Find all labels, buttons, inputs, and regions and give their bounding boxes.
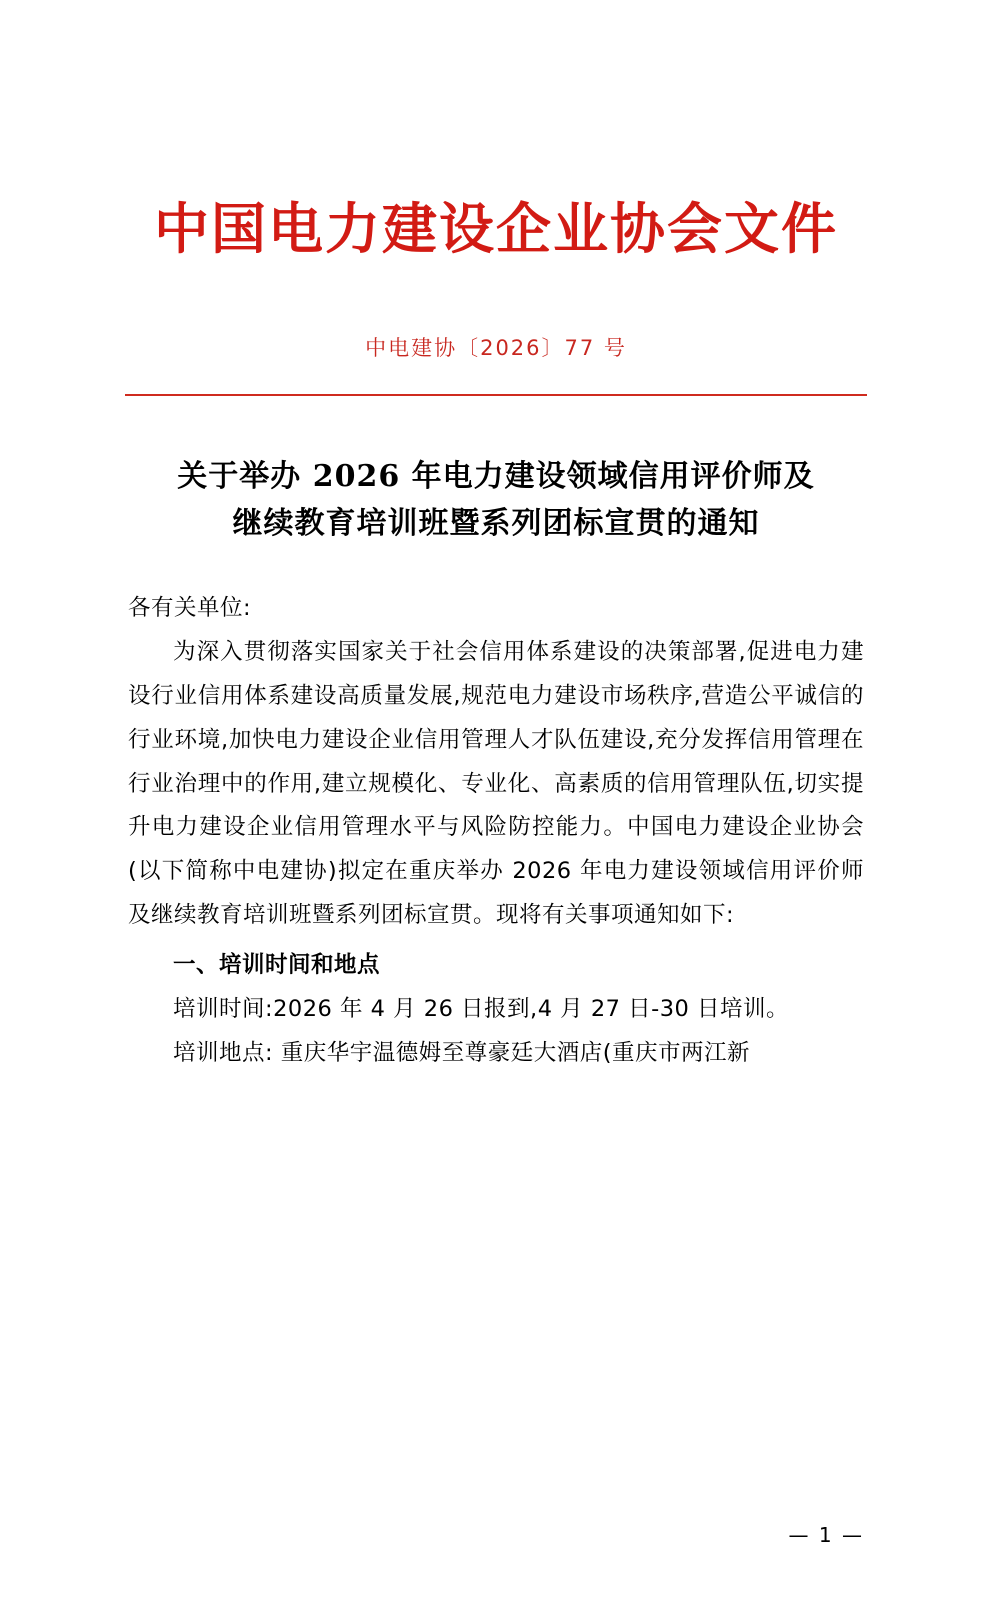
document-page [0, 196, 992, 1599]
salutation: 各有关单位: [128, 595, 252, 621]
training-location-line: 培训地点: 重庆华宇温德姆至尊豪廷大酒店(重庆市两江新 [173, 1039, 751, 1066]
title-line-1: 关于举办 2026 年电力建设领域信用评价师及 [177, 459, 815, 494]
page-title [140, 454, 852, 547]
body-paragraph-1: 为深入贯彻落实国家关于社会信用体系建设的决策部署,促进电力建设行业信用体系建设高质量发展,规范电力建设市场秩序,营造公平诚信的行业环境,加快电力建设企业信用管理人才队伍建设,充分发挥信用管理在行业治理中的作用,建立规模化、专业化、高素质的信用管理队伍,切实提升电力建设企业信用管理水平与风险防控能力。中国电力建设企业协会(以下简称中电建协)拟定在重庆举办 2026 年电力建设领域信用评价师及继续教育培训班暨系列团标宣贯。现将有关事项通知如下: [128, 638, 864, 929]
document-number: 中电建协〔2026〕77 号 [365, 336, 627, 360]
masthead-title: 中国电力建设企业协会文件 [153, 196, 838, 261]
training-time-line: 培训时间:2026 年 4 月 26 日报到,4 月 27 日-30 日培训。 [173, 995, 790, 1022]
page-number: — 1 — [788, 1523, 864, 1547]
title-line-2: 继续教育培训班暨系列团标宣贯的通知 [232, 505, 760, 541]
document-body [128, 587, 864, 1076]
section-heading-1: 一、培训时间和地点 [173, 952, 381, 978]
red-divider-rule [125, 394, 867, 396]
